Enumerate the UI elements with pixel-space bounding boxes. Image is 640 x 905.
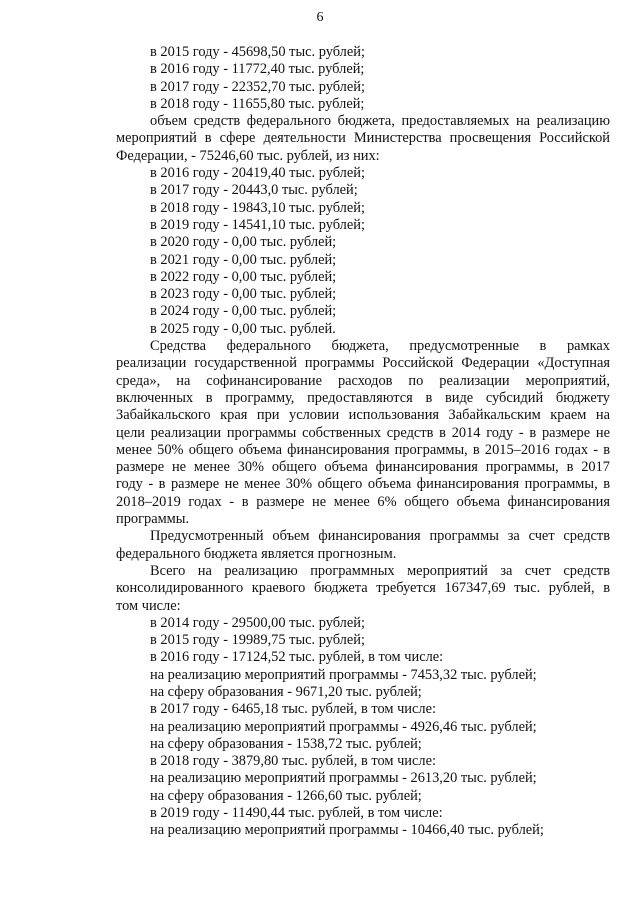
list-item: на реализацию мероприятий программы - 4926,46 тыс. рублей; [150,718,537,735]
list-item: в 2015 году - 45698,50 тыс. рублей; [150,44,365,60]
paragraph-line: размере не менее 30% общего объема финансирования программы, в 2017 [116,459,610,476]
list-item: на сферу образования - 1538,72 тыс. рублей; [150,735,422,752]
list-item: в 2018 году - 3879,80 тыс. рублей, в том числе: [150,753,436,770]
paragraph-line: федерального бюджета является прогнозным. [116,545,397,562]
paragraph-line: году - в размере не менее 30% общего объема финансирования программы, в [116,476,610,493]
list-item: в 2019 году - 14541,10 тыс. рублей; [150,216,365,233]
paragraph-line: Всего на реализацию программных мероприятий за счет средств [150,562,610,579]
paragraph-line: менее 50% общего объема финансирования программы, в 2015–2016 годах - в [116,441,610,458]
list-item: в 2022 году - 0,00 тыс. рублей; [150,268,337,285]
paragraph-line: программы. [116,511,190,528]
paragraph-line: среда», на софинансирование расходов по реализации мероприятий, [116,372,610,389]
federal-funds-paragraph [116,338,610,528]
paragraph-line: том числе: [116,597,181,614]
list-item: в 2025 году - 0,00 тыс. рублей. [150,320,336,337]
list-item: в 2023 году - 0,00 тыс. рублей; [150,286,337,303]
paragraph-line: Забайкальского края при условии использования Забайкальским краем на [116,407,610,424]
funding-list-2015-2018 [116,44,610,113]
paragraph-line: мероприятий в сфере деятельности Министерства просвещения Российской [116,130,610,147]
list-item: на сферу образования - 9671,20 тыс. рублей; [150,683,422,700]
paragraph-line: Средства федерального бюджета, предусмотренные в рамках [150,338,610,355]
paragraph-line: реализации государственной программы Российской Федерации «Доступная [116,355,610,372]
total-paragraph [116,563,610,615]
page-number: 6 [316,10,324,25]
consolidated-funding-list [116,615,610,840]
list-item: в 2017 году - 6465,18 тыс. рублей, в том числе: [150,701,436,718]
list-item: в 2016 году - 11772,40 тыс. рублей; [150,61,365,78]
list-item: в 2020 году - 0,00 тыс. рублей; [150,234,337,251]
paragraph-line: Федерации, - 75246,60 тыс. рублей, из них: [116,147,380,164]
list-item: в 2021 году - 0,00 тыс. рублей; [150,251,337,268]
list-item: в 2016 году - 17124,52 тыс. рублей, в том числе: [150,649,444,666]
list-item: в 2014 году - 29500,00 тыс. рублей; [150,614,365,631]
paragraph-line: Предусмотренный объем финансирования программы за счет средств [150,528,610,545]
funding-list-2016-2025 [116,165,610,338]
federal-intro-paragraph [116,113,610,165]
paragraph-line: консолидированного краевого бюджета требуется 167347,69 тыс. рублей, в [116,580,610,597]
list-item: на сферу образования - 1266,60 тыс. рублей; [150,787,422,804]
list-item: в 2016 году - 20419,40 тыс. рублей; [150,165,365,182]
list-item: в 2024 году - 0,00 тыс. рублей; [150,303,337,320]
list-item: в 2018 году - 11655,80 тыс. рублей; [150,95,365,112]
paragraph-line: включенных в программу, предоставляются в виде субсидий бюджету [116,389,610,406]
paragraph-line: объем средств федерального бюджета, предоставляемых на реализацию [150,113,610,130]
list-item: в 2017 году - 22352,70 тыс. рублей; [150,78,365,95]
list-item: на реализацию мероприятий программы - 2613,20 тыс. рублей; [150,770,537,787]
paragraph-line: цели реализации программы собственных средств в 2014 году - в размере не [116,424,610,441]
list-item: на реализацию мероприятий программы - 10466,40 тыс. рублей; [150,822,544,839]
forecast-paragraph [116,528,610,563]
list-item: в 2019 году - 11490,44 тыс. рублей, в том числе: [150,805,443,822]
list-item: в 2015 году - 19989,75 тыс. рублей; [150,632,365,649]
list-item: в 2018 году - 19843,10 тыс. рублей; [150,199,365,216]
list-item: в 2017 году - 20443,0 тыс. рублей; [150,182,358,199]
document-body [116,44,610,840]
list-item: на реализацию мероприятий программы - 7453,32 тыс. рублей; [150,666,537,683]
paragraph-line: 2018–2019 годах - в размере не менее 6% общего объема финансирования [116,493,610,510]
